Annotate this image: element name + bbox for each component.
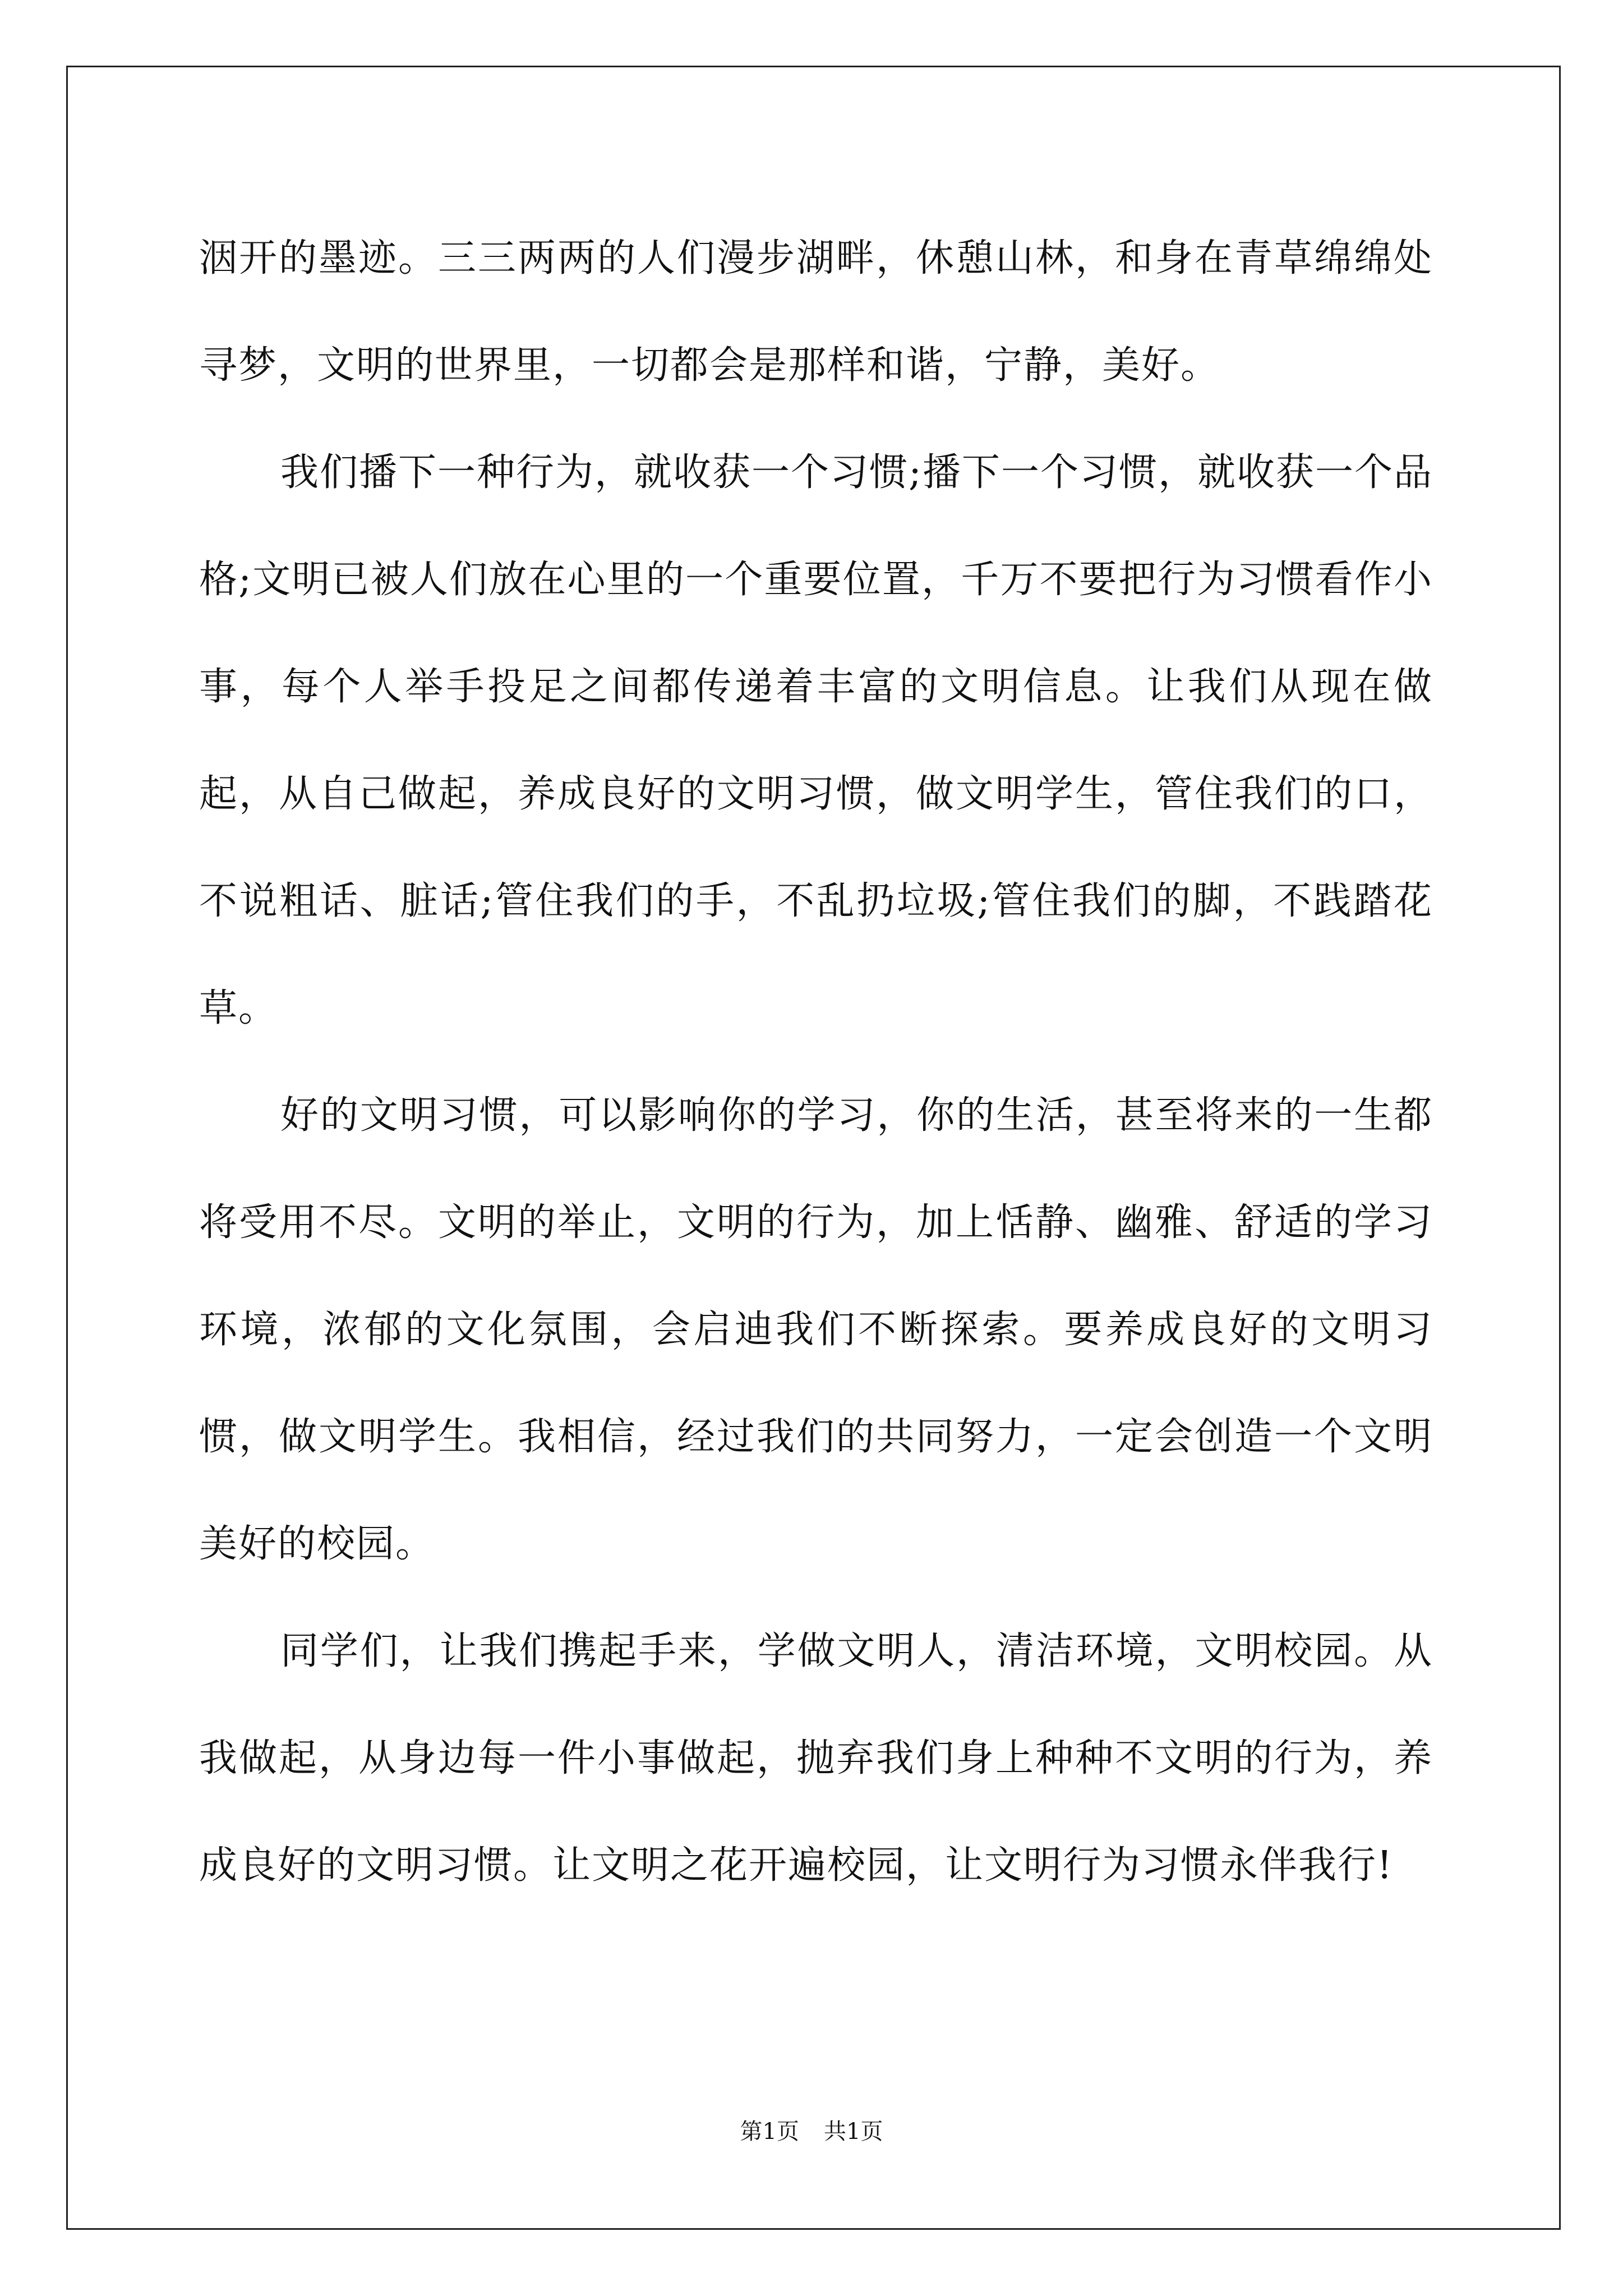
page-total: 共1页 — [824, 2119, 883, 2145]
paragraph-1: 洇开的墨迹。三三两两的人们漫步湖畔，休憩山林，和身在青草绵绵处寻梦，文明的世界里，一切都会是那样和谐，宁静，美好。 — [199, 236, 1433, 388]
page-number: 第1页 — [740, 2119, 799, 2145]
paragraph-3: 好的文明习惯，可以影响你的学习，你的生活，甚至将来的一生都将受用不尽。文明的举止，文明的行为，加上恬静、幽雅、舒适的学习环境，浓郁的文化氛围，会启迪我们不断探索。要养成良好的文明习惯，做文明学生。我相信，经过我们的共同努力，一定会创造一个文明美好的校园。 — [199, 1093, 1433, 1566]
page-footer — [0, 2114, 1623, 2146]
document-body — [199, 205, 1433, 1919]
paragraph-4: 同学们，让我们携起手来，学做文明人，清洁环境，文明校园。从我做起，从身边每一件小事做起，抛弃我们身上种种不文明的行为，养成良好的文明习惯。让文明之花开遍校园，让文明行为习惯永伴我行! — [199, 1629, 1433, 1888]
paragraph-2: 我们播下一种行为，就收获一个习惯;播下一个习惯，就收获一个品格;文明已被人们放在心里的一个重要位置，千万不要把行为习惯看作小事，每个人举手投足之间都传递着丰富的文明信息。让我们从现在做起，从自己做起，养成良好的文明习惯，做文明学生，管住我们的口，不说粗话、脏话;管住我们的手，不乱扔垃圾;管住我们的脚，不践踏花草。 — [199, 450, 1433, 1030]
